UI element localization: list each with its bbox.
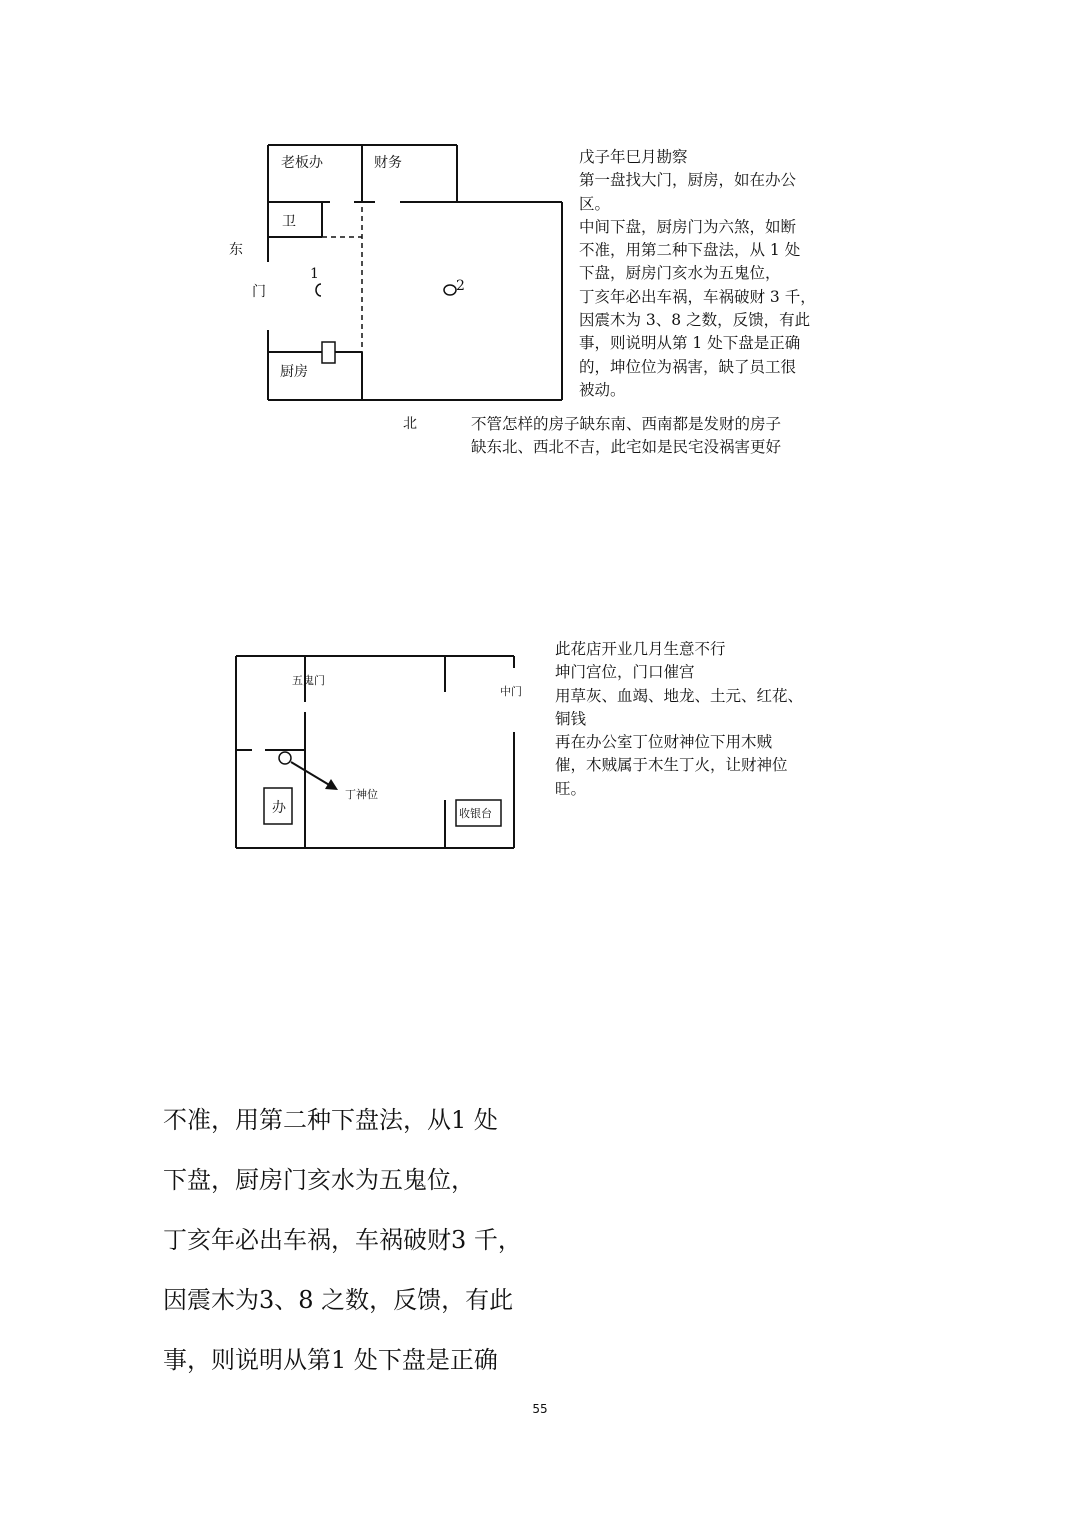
notes-summary bbox=[471, 413, 781, 460]
note-line: 旺。 bbox=[555, 779, 587, 798]
note-line: 区。 bbox=[579, 194, 611, 213]
note-line: 下盘，厨房门亥水为五鬼位， bbox=[579, 264, 781, 283]
cashier-label: 收银台 bbox=[459, 807, 492, 820]
body-text bbox=[163, 1090, 522, 1390]
room-finance-label: 财务 bbox=[374, 155, 402, 171]
room-boss-label: 老板办 bbox=[281, 155, 323, 171]
middle-door-label: 中门 bbox=[500, 685, 522, 698]
body-line: 下盘，厨房门亥水为五鬼位， bbox=[163, 1166, 475, 1194]
compass-east-label: 东 bbox=[229, 242, 243, 258]
notes-flower-shop bbox=[555, 638, 803, 801]
body-line: 不准，用第二种下盘法，从1 处 bbox=[163, 1106, 498, 1134]
note-line: 的，坤位位为祸害，缺了员工很 bbox=[579, 357, 797, 376]
note-line: 被动。 bbox=[579, 380, 626, 399]
point-1-label: 1 bbox=[310, 266, 319, 282]
notes-survey bbox=[579, 146, 816, 402]
note-line: 中间下盘，厨房门为六煞，如断 bbox=[579, 217, 797, 236]
note-line: 第一盘找大门，厨房，如在办公 bbox=[579, 171, 797, 190]
room-kitchen-label: 厨房 bbox=[280, 364, 308, 380]
note-line: 因震木为 3、8 之数，反馈，有此 bbox=[579, 311, 811, 330]
direction-arrow bbox=[291, 762, 331, 786]
note-line: 不管怎样的房子缺东南、西南都是发财的房子 bbox=[471, 415, 782, 433]
note-line: 用草灰、血竭、地龙、土元、红花、 bbox=[555, 686, 804, 705]
body-line: 因震木为3、8 之数，反馈，有此 bbox=[163, 1286, 514, 1314]
note-line: 催，木贼属于木生丁火，让财神位 bbox=[555, 756, 788, 775]
ghost-door-label: 五鬼门 bbox=[292, 674, 325, 687]
note-line: 戊子年巳月勘察 bbox=[579, 148, 688, 166]
body-line: 丁亥年必出车祸，车祸破财3 千， bbox=[163, 1226, 522, 1254]
note-line: 此花店开业几月生意不行 bbox=[555, 640, 726, 658]
note-line: 不准，用第二种下盘法，从 1 处 bbox=[579, 241, 801, 260]
compass-north-label: 北 bbox=[403, 416, 417, 432]
note-line: 坤门宫位，门口催宫 bbox=[555, 663, 695, 682]
note-line: 再在办公室丁位财神位下用木贼 bbox=[555, 733, 773, 752]
point-2-label: 2 bbox=[456, 278, 465, 294]
note-line: 事，则说明从第 1 处下盘是正确 bbox=[579, 334, 801, 353]
position-marker bbox=[279, 752, 291, 764]
note-line: 丁亥年必出车祸，车祸破财 3 千， bbox=[579, 287, 816, 306]
note-line: 铜钱 bbox=[555, 709, 587, 728]
ding-position-label: 丁神位 bbox=[345, 788, 378, 801]
door-label: 门 bbox=[252, 284, 266, 300]
office-label: 办 bbox=[272, 800, 286, 816]
room-toilet-label: 卫 bbox=[282, 214, 296, 230]
note-line: 缺东北、西北不吉，此宅如是民宅没祸害更好 bbox=[471, 438, 782, 457]
body-line: 事，则说明从第1 处下盘是正确 bbox=[163, 1346, 498, 1374]
page-number: 55 bbox=[532, 1402, 548, 1416]
